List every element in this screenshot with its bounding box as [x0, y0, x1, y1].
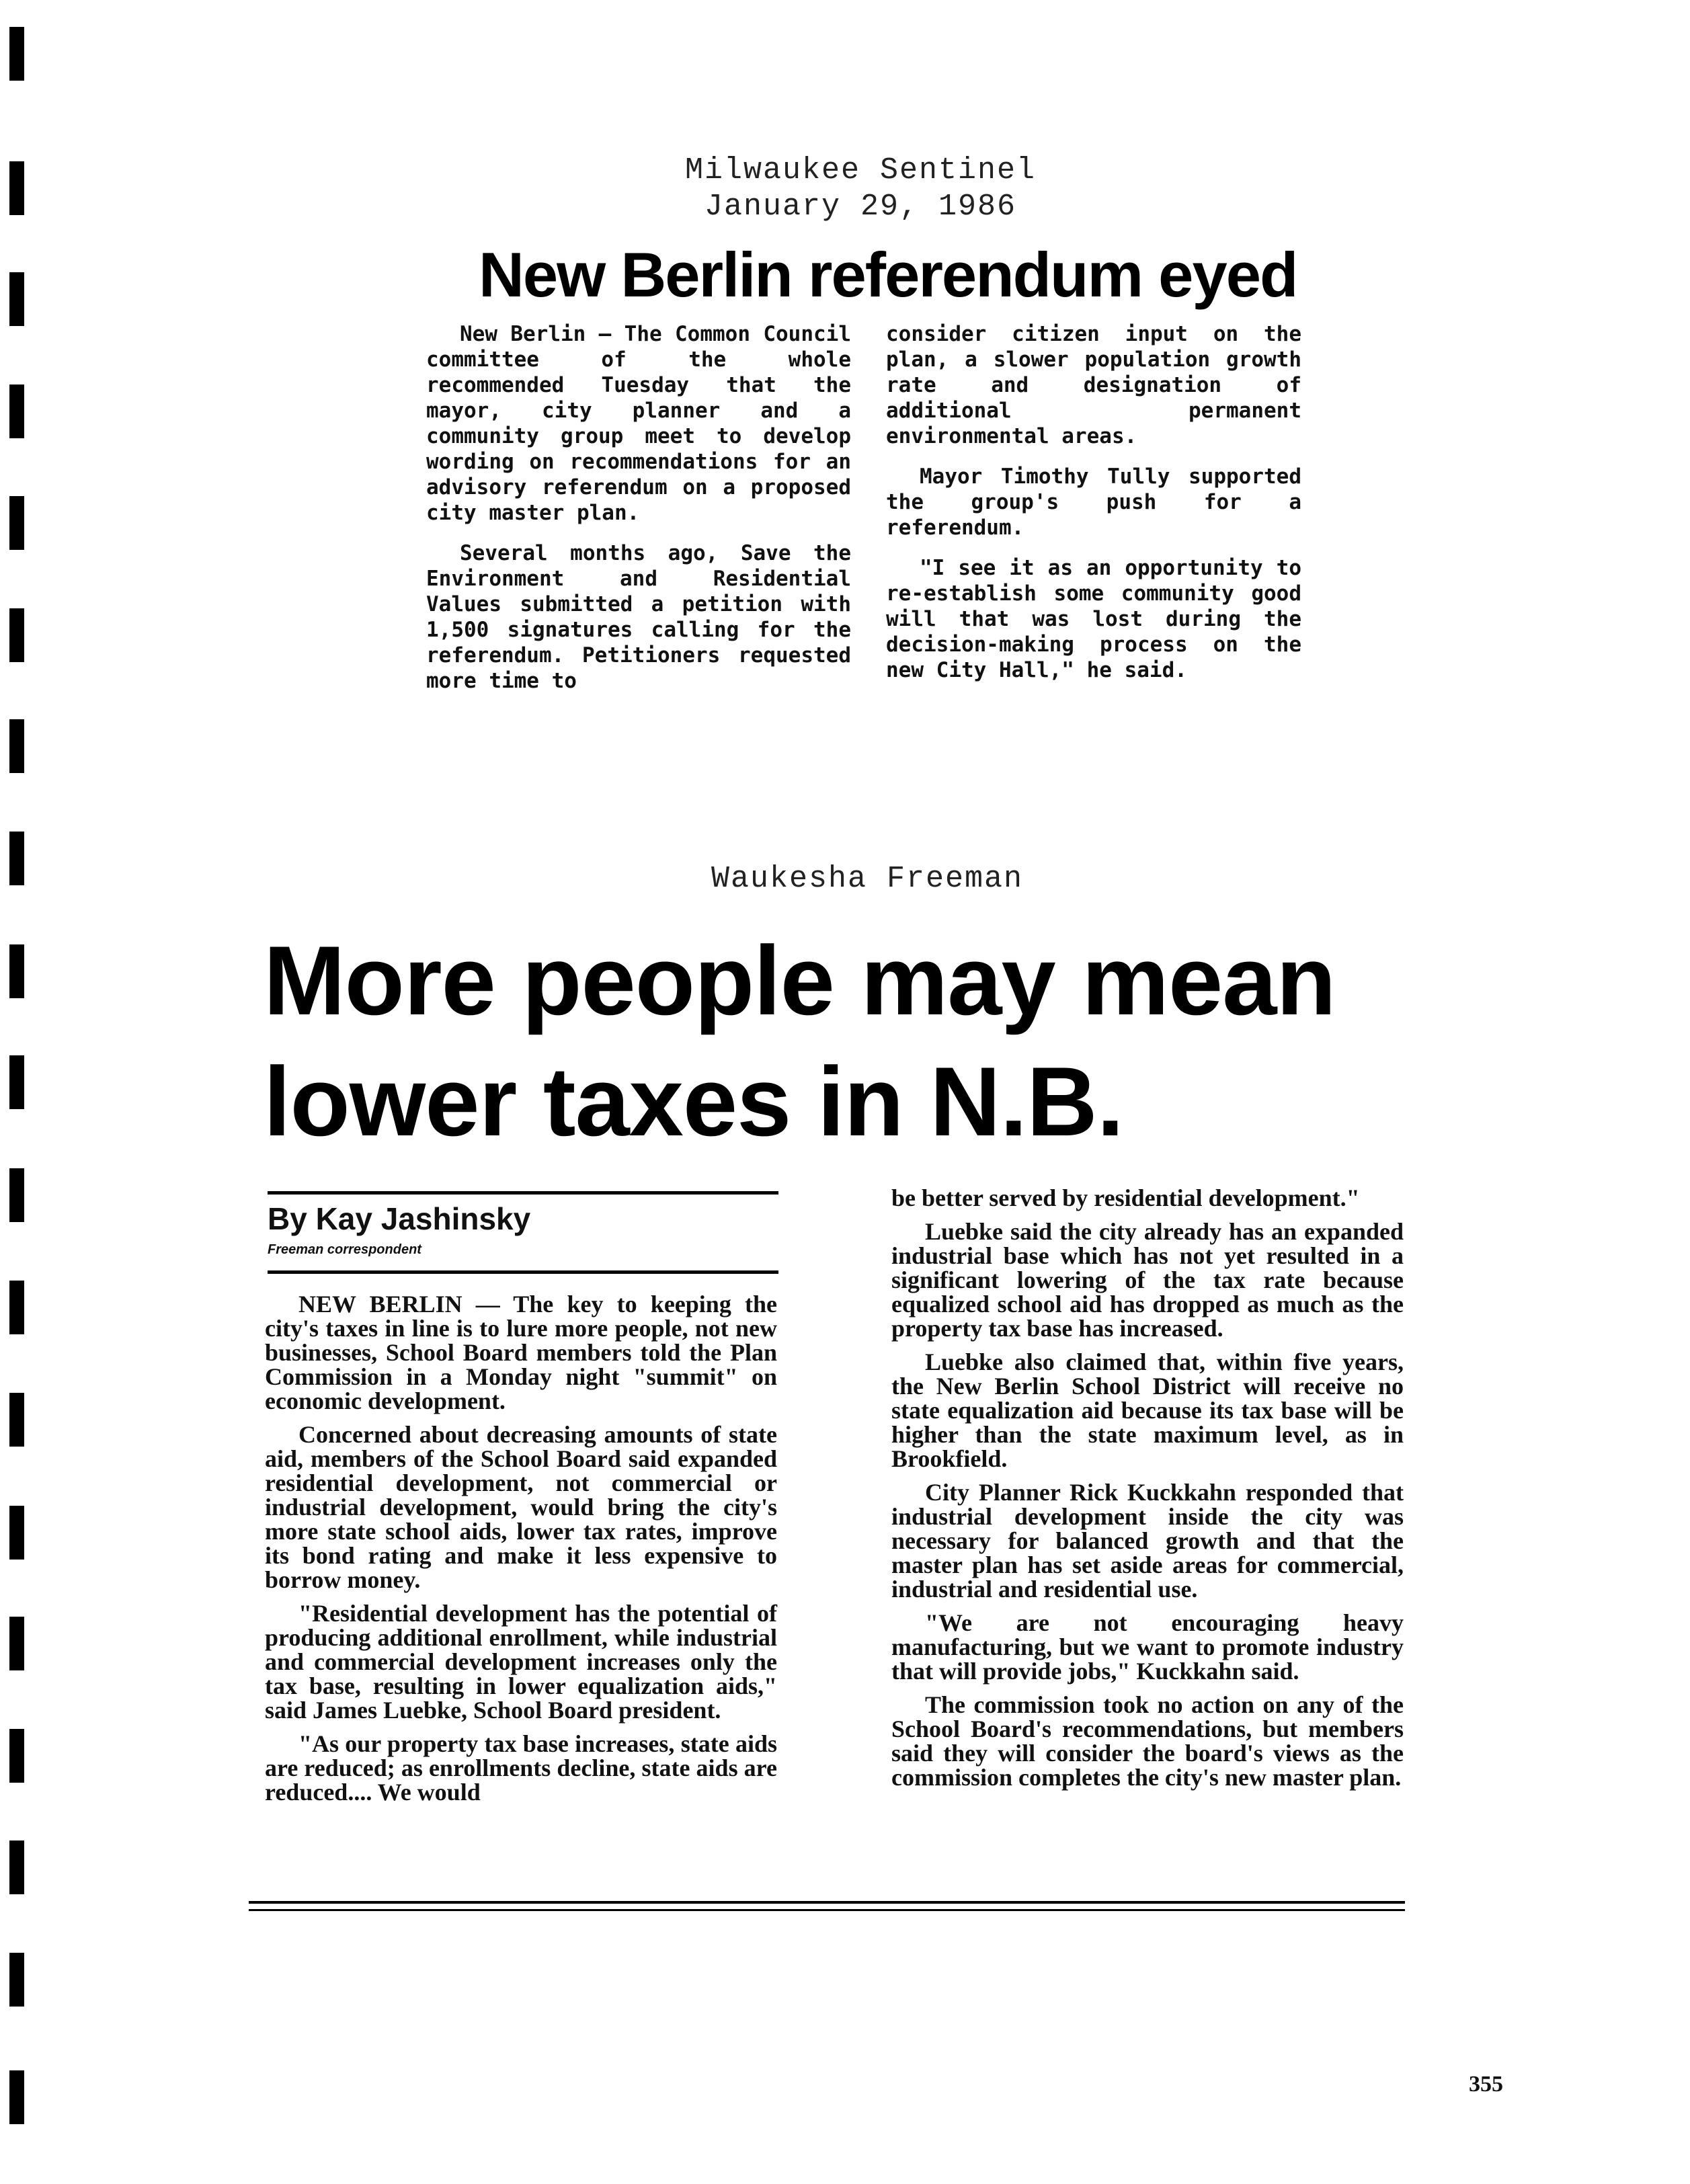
paragraph: "Residential development has the potential of producing additional enrollment, while industrial and commercial development increases only the tax base, resulting in lower equalization aids," said James Luebke, School Board president. — [265, 1600, 777, 1724]
paragraph: Several months ago, Save the Environment and Residential Values submitted a petition with 1,500 signatures calling for the referendum. Petitioners requested more time to — [426, 541, 851, 693]
column-right — [891, 1186, 1404, 1789]
column-left — [265, 1292, 777, 1804]
footer-rule — [249, 1901, 1405, 1904]
headline: New Berlin referendum eyed — [479, 239, 1297, 310]
binder-hole — [9, 496, 24, 550]
paragraph: Mayor Timothy Tully supported the group's push for a referendum. — [886, 464, 1301, 540]
divider — [268, 1270, 778, 1274]
binder-hole — [9, 1617, 24, 1670]
article-source: Milwaukee Sentinel — [684, 153, 1037, 188]
binder-hole — [9, 608, 24, 662]
paragraph: The commission took no action on any of the School Board's recommendations, but members said they will consider the board's views as the commission completes the city's new master plan. — [891, 1691, 1404, 1791]
column-left — [426, 321, 851, 694]
paragraph: New Berlin — The Common Council committee of the whole recommended Tuesday that the mayor, city planner and a community group meet to develop wording on recommendations for an advisory referendum on a proposed city master plan. — [426, 322, 851, 525]
binder-hole — [9, 161, 24, 215]
binder-hole — [9, 1393, 24, 1447]
paragraph: Concerned about decreasing amounts of state aid, members of the School Board said expanded residential development, not commercial or industrial development, would bring the city's more state school aids, lower tax rates, improve its bond rating and make it less expensive to borrow money. — [265, 1421, 777, 1593]
divider — [268, 1191, 778, 1195]
binder-hole — [9, 1841, 24, 1894]
paragraph: Luebke said the city already has an expanded industrial base which has not yet resulted in a significant lowering of the tax rate because equalized school aid has dropped as much as the property tax base has increased. — [891, 1218, 1404, 1342]
footer-rule — [249, 1909, 1405, 1911]
binder-hole — [9, 27, 24, 81]
binder-hole — [9, 944, 24, 998]
binder-hole — [9, 272, 24, 326]
paragraph: be better served by residential development." — [891, 1184, 1360, 1211]
binder-hole — [9, 1953, 24, 2007]
byline-title: Freeman correspondent — [268, 1242, 421, 1257]
page-number: 355 — [1469, 2072, 1503, 2097]
paragraph: "We are not encouraging heavy manufacturing, but we want to promote industry that will provide jobs," Kuckkahn said. — [891, 1609, 1404, 1685]
column-right — [886, 321, 1301, 683]
binder-hole — [9, 1729, 24, 1783]
binder-hole — [9, 1168, 24, 1222]
paragraph: "I see it as an opportunity to re-establish some community good will that was lost during the decision-making process on the new City Hall," he said. — [886, 556, 1301, 682]
paragraph: consider citizen input on the plan, a slower population growth rate and designation of additional permanent environmental areas. — [886, 322, 1301, 448]
binder-hole — [9, 1055, 24, 1109]
headline-line-2: lower taxes in N.B. — [264, 1047, 1124, 1156]
binder-hole — [9, 1506, 24, 1560]
binder-hole — [9, 832, 24, 885]
binder-hole — [9, 2070, 24, 2124]
binder-hole — [9, 719, 24, 773]
article-source: Waukesha Freeman — [711, 862, 1024, 896]
paragraph: "As our property tax base increases, state aids are reduced; as enrollments decline, state aids are reduced.... We would — [265, 1730, 777, 1806]
headline-line-1: More people may mean — [264, 926, 1336, 1035]
paragraph: NEW BERLIN — The key to keeping the city's taxes in line is to lure more people, not new businesses, School Board members told the Plan Commission in a Monday night "summit" on economic development. — [265, 1291, 777, 1414]
binder-hole — [9, 385, 24, 438]
byline: By Kay Jashinsky — [268, 1201, 531, 1236]
paragraph: City Planner Rick Kuckkahn responded that industrial development inside the city was necessary for balanced growth and that the master plan has set aside areas for commercial, industrial and residential use. — [891, 1479, 1404, 1603]
article-date: January 29, 1986 — [704, 190, 1017, 224]
paragraph: Luebke also claimed that, within five years, the New Berlin School District will receive no state equalization aid because its tax base will be higher than the state maximum level, as in Brookfield. — [891, 1348, 1404, 1472]
binder-hole — [9, 1281, 24, 1334]
